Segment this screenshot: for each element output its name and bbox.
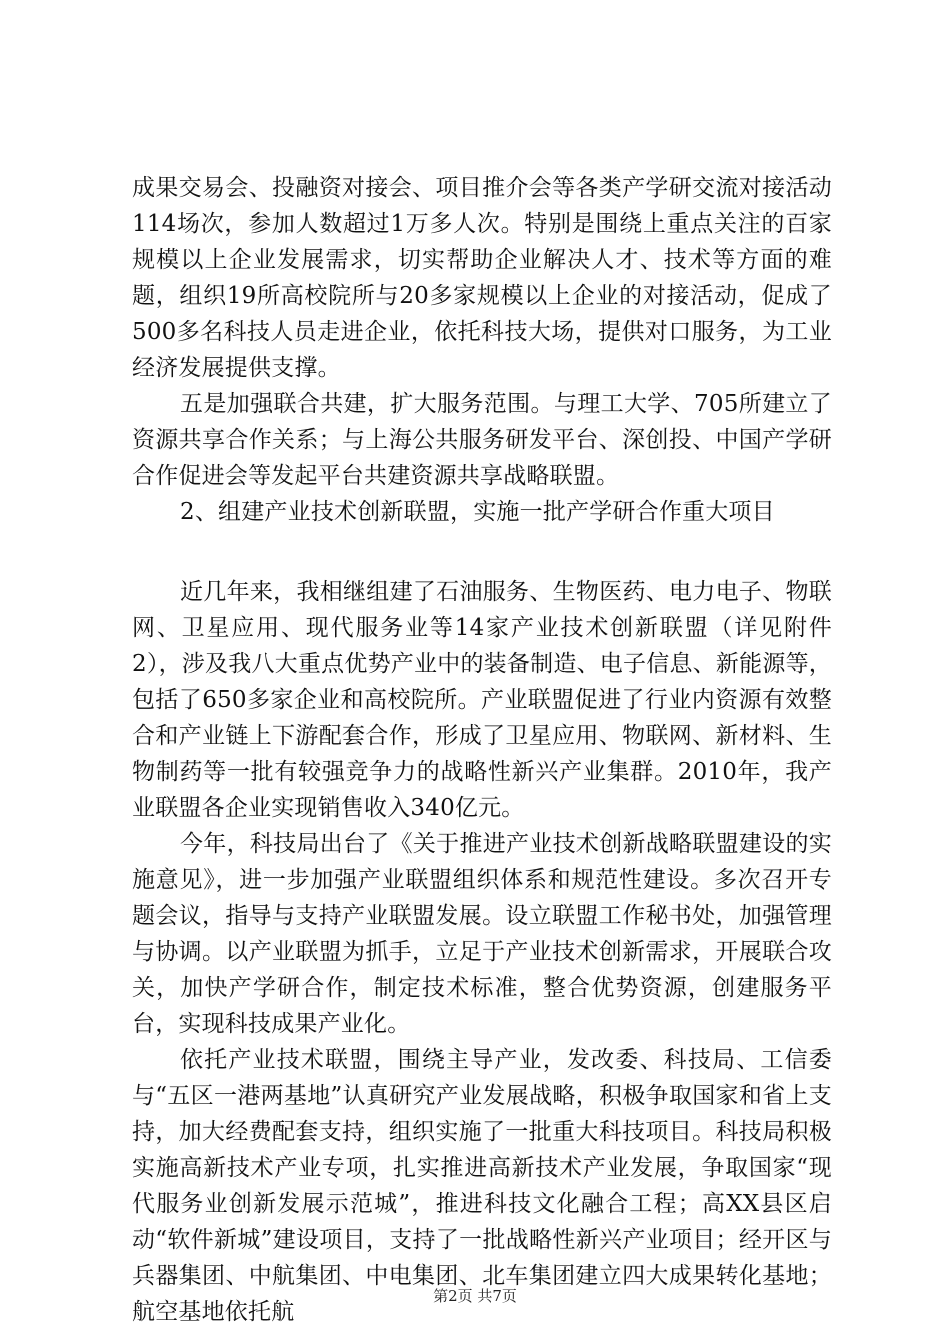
section-spacer [132,530,832,574]
paragraph-major-projects: 依托产业技术联盟，围绕主导产业，发改委、科技局、工信委与“五区一港两基地”认真研究产业发展战略，积极争取国家和省上支持，加大经费配套支持，组织实施了一批重大科技项目。科技局积极实施高新技术产业专项，扎实推进高新技术产业发展，争取国家“现代服务业创新发展示范城”，推进科技文化融合工程；高XX县区启动“软件新城”建设项目，支持了一批战略性新兴产业项目；经开区与兵器集团、中航集团、中电集团、北车集团建立四大成果转化基地；航空基地依托航 [132,1047,832,1325]
paragraph-alliances: 近几年来，我相继组建了石油服务、生物医药、电力电子、物联网、卫星应用、现代服务业等14家产业技术创新联盟（详见附件2），涉及我八大重点优势产业中的装备制造、电子信息、新能源等，包括了650多家企业和高校院所。产业联盟促进了行业内资源有效整合和产业链上下游配套合作，形成了卫星应用、物联网、新材料、生物制药等一批有较强竞争力的战略性新兴产业集群。2010年，我产业联盟各企业实现销售收入340亿元。 [132,579,832,821]
document-body [132,170,832,1330]
paragraph-this-year: 今年，科技局出台了《关于推进产业技术创新战略联盟建设的实施意见》，进一步加强产业联盟组织体系和规范性建设。多次召开专题会议，指导与支持产业联盟发展。设立联盟工作秘书处，加强管理与协调。以产业联盟为抓手，立足于产业技术创新需求，开展联合攻关，加快产学研合作，制定技术标准，整合优势资源，创建服务平台，实现科技成果产业化。 [132,831,832,1037]
paragraph-five-cooperation: 五是加强联合共建，扩大服务范围。与理工大学、705所建立了资源共享合作关系；与上海公共服务研发平台、深创投、中国产学研合作促进会等发起平台共建资源共享战略联盟。 [132,391,832,489]
section-heading: 2、组建产业技术创新联盟，实施一批产学研合作重大项目 [180,499,775,525]
page-number-footer: 第2页 共7页 [433,1287,517,1305]
paragraph-continuation: 成果交易会、投融资对接会、项目推介会等各类产学研交流对接活动114场次，参加人数超过1万多人次。特别是围绕上重点关注的百家规模以上企业发展需求，切实帮助企业解决人才、技术等方面的难题，组织19所高校院所与20多家规模以上企业的对接活动，促成了500多名科技人员走进企业，依托科技大场，提供对口服务，为工业经济发展提供支撑。 [132,175,832,381]
